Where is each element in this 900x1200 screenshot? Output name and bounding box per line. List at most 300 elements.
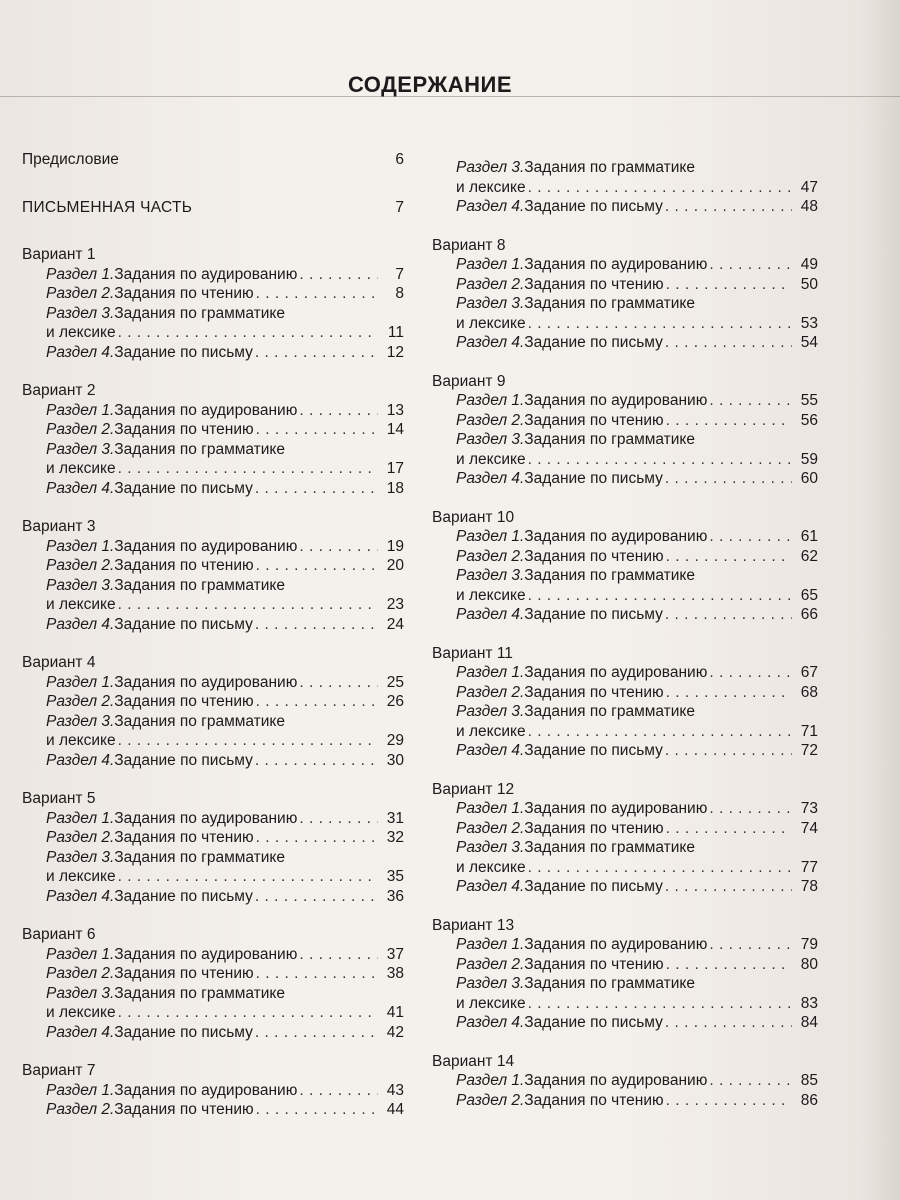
- page-number: 73: [800, 800, 818, 817]
- section-prefix: Раздел 3.: [46, 712, 115, 730]
- leader-dots: [255, 615, 378, 635]
- page-number: 85: [800, 1072, 818, 1089]
- page-number: 49: [800, 256, 818, 273]
- variant-heading[interactable]: [432, 916, 818, 936]
- section-label: Задания по аудированию: [524, 800, 708, 817]
- toc-entry[interactable]: [432, 430, 818, 450]
- toc-entry-continuation[interactable]: [22, 595, 404, 615]
- section-prefix: Раздел 4.: [46, 615, 115, 633]
- toc-entry[interactable]: [22, 343, 404, 363]
- toc-entry-continuation[interactable]: [22, 731, 404, 751]
- section-label: Задания по грамматике: [114, 984, 286, 1002]
- leader-dots: [299, 809, 378, 829]
- leader-dots: [118, 595, 378, 615]
- section-label: Задания по аудированию: [524, 664, 708, 681]
- leader-dots: [528, 722, 792, 742]
- page-number: 66: [800, 606, 818, 623]
- page-number: 56: [800, 411, 818, 429]
- toc-entry[interactable]: [432, 391, 818, 411]
- page-number: 37: [386, 945, 404, 963]
- page-number: 72: [800, 742, 818, 759]
- page-number: 35: [386, 868, 404, 885]
- section-prefix: Раздел 2.: [456, 819, 525, 837]
- section-prefix: Раздел 4.: [46, 751, 115, 769]
- leader-dots: [255, 479, 378, 499]
- variant-block: [22, 653, 404, 770]
- section-label: Задание по письму: [524, 606, 663, 623]
- variant-heading[interactable]: [22, 653, 404, 673]
- toc-entry[interactable]: [432, 197, 818, 217]
- toc-entry[interactable]: [432, 527, 818, 547]
- toc-entry[interactable]: [22, 887, 404, 907]
- toc-entry-continuation[interactable]: [432, 722, 818, 742]
- variant-heading[interactable]: [22, 925, 404, 945]
- section-prefix: Раздел 4.: [456, 606, 525, 623]
- section-prefix: Раздел 1.: [46, 1081, 115, 1099]
- toc-entry[interactable]: [22, 576, 404, 596]
- page-number: 12: [386, 343, 404, 361]
- variant-heading[interactable]: [22, 245, 404, 265]
- toc-entry-continuation[interactable]: [432, 450, 818, 470]
- page-number: 80: [800, 955, 818, 973]
- section-prefix: Раздел 1.: [456, 256, 525, 273]
- leader-dots: [666, 955, 792, 975]
- section-prefix: Раздел 1.: [456, 1072, 525, 1089]
- section-label: Задания по чтению: [114, 421, 254, 438]
- toc-entry[interactable]: [432, 1013, 818, 1033]
- toc-entry[interactable]: [22, 809, 404, 829]
- section-label-continuation: и лексике: [46, 596, 116, 613]
- page-number: 61: [800, 528, 818, 545]
- toc-entry-continuation[interactable]: [432, 178, 818, 198]
- toc-entry[interactable]: [22, 420, 404, 440]
- section-label: Задания по чтению: [524, 683, 664, 701]
- toc-entry[interactable]: [432, 469, 818, 489]
- toc-entry[interactable]: [22, 984, 404, 1004]
- leader-dots: [256, 964, 378, 984]
- section-label: Задания по аудированию: [524, 1072, 708, 1089]
- leader-dots: [666, 683, 792, 703]
- leader-dots: [665, 1013, 792, 1033]
- variant-heading[interactable]: [22, 1061, 404, 1081]
- leader-dots: [299, 945, 378, 965]
- section-prefix: Раздел 1.: [456, 800, 525, 817]
- toc-left-variants: [22, 245, 404, 1120]
- variant-title: Вариант 9: [432, 372, 506, 390]
- section-label: Задание по письму: [524, 1014, 663, 1031]
- section-prefix: Раздел 3.: [456, 295, 525, 312]
- section-prefix: Раздел 2.: [456, 547, 525, 565]
- toc-entry[interactable]: [22, 265, 404, 285]
- toc-entry[interactable]: [22, 1081, 404, 1101]
- toc-entry-continuation[interactable]: [22, 459, 404, 479]
- section-label: Задания по аудированию: [114, 1081, 298, 1099]
- toc-left-column: [22, 150, 404, 1120]
- leader-dots: [255, 887, 378, 907]
- toc-entry[interactable]: [22, 1023, 404, 1043]
- section-label: Задание по письму: [524, 742, 663, 759]
- toc-entry-label: Предисловие: [22, 151, 119, 168]
- page-number: 19: [386, 537, 404, 555]
- page-number: 47: [800, 178, 818, 196]
- variant-heading[interactable]: [432, 1052, 818, 1072]
- page-number: 8: [395, 285, 404, 302]
- section-label: Задания по грамматике: [524, 159, 696, 176]
- section-label: Задания по аудированию: [114, 809, 298, 827]
- section-label-continuation: и лексике: [456, 722, 526, 740]
- section-prefix: Раздел 1.: [456, 392, 525, 409]
- page-number: 32: [386, 829, 404, 846]
- section-label-continuation: и лексике: [46, 732, 116, 749]
- page-number: 60: [800, 470, 818, 487]
- section-label: Задания по грамматике: [524, 975, 696, 992]
- toc-right-variants: [432, 236, 818, 1111]
- section-label: Задания по чтению: [524, 547, 664, 565]
- section-prefix: Раздел 2.: [46, 1101, 115, 1118]
- variant-heading[interactable]: [432, 508, 818, 528]
- page-number: 14: [386, 421, 404, 438]
- page-number: 79: [800, 936, 818, 953]
- leader-dots: [666, 411, 792, 431]
- section-label: Задания по чтению: [524, 275, 664, 293]
- section-label: Задание по письму: [524, 878, 663, 895]
- section-prefix: Раздел 1.: [46, 945, 115, 963]
- section-prefix: Раздел 2.: [46, 285, 115, 302]
- toc-entry-continuation[interactable]: [432, 586, 818, 606]
- leader-dots: [528, 314, 792, 334]
- toc-entry-continuation[interactable]: [432, 314, 818, 334]
- page-number: 38: [386, 965, 404, 982]
- variant-block: [22, 517, 404, 634]
- toc-entry[interactable]: [432, 819, 818, 839]
- toc-entry[interactable]: [22, 556, 404, 576]
- section-prefix: Раздел 2.: [46, 557, 115, 574]
- toc-entry[interactable]: [22, 401, 404, 421]
- section-prefix: Раздел 2.: [46, 693, 115, 710]
- section-prefix: Раздел 4.: [456, 878, 525, 895]
- variant-block: [432, 916, 818, 1033]
- section-label-continuation: и лексике: [456, 858, 526, 876]
- leader-dots: [709, 663, 792, 683]
- toc-entry[interactable]: [432, 663, 818, 683]
- section-label: Задания по чтению: [114, 557, 254, 574]
- section-prefix: Раздел 4.: [456, 198, 525, 215]
- toc-entry[interactable]: [432, 275, 818, 295]
- page-number: 65: [800, 586, 818, 604]
- section-label: Задания по аудированию: [524, 936, 708, 953]
- page-number: 55: [800, 392, 818, 409]
- section-prefix: Раздел 1.: [456, 528, 525, 545]
- section-label: Задание по письму: [114, 615, 253, 633]
- page-number: 59: [800, 450, 818, 468]
- leader-dots: [299, 265, 378, 285]
- leader-dots: [256, 692, 378, 712]
- toc-entry[interactable]: [432, 411, 818, 431]
- leader-dots: [665, 605, 792, 625]
- toc-entry[interactable]: [22, 284, 404, 304]
- toc-entry[interactable]: [432, 255, 818, 275]
- section-label: Задания по аудированию: [114, 401, 298, 419]
- leader-dots: [255, 343, 378, 363]
- section-label: Задание по письму: [114, 479, 253, 497]
- page-number: 77: [800, 858, 818, 876]
- toc-entry[interactable]: [432, 1091, 818, 1111]
- variant-block: [22, 381, 404, 498]
- toc-entry[interactable]: [22, 945, 404, 965]
- page-number: 23: [386, 596, 404, 613]
- section-prefix: Раздел 3.: [456, 839, 525, 856]
- page-number: 36: [386, 887, 404, 905]
- section-prefix: Раздел 3.: [456, 703, 525, 720]
- page-number: 13: [386, 401, 404, 419]
- section-prefix: Раздел 2.: [46, 965, 115, 982]
- variant-heading[interactable]: [22, 789, 404, 809]
- leader-dots: [666, 275, 792, 295]
- page-number: 44: [386, 1101, 404, 1118]
- section-label-continuation: и лексике: [456, 178, 526, 196]
- toc-entry-page: 6: [395, 151, 404, 168]
- page-number: 18: [386, 479, 404, 497]
- toc-entry-label: ПИСЬМЕННАЯ ЧАСТЬ: [22, 198, 193, 216]
- page-number: 7: [395, 265, 404, 283]
- section-label: Задание по письму: [114, 887, 253, 905]
- leader-dots: [256, 284, 378, 304]
- toc-entry-continuation[interactable]: [432, 858, 818, 878]
- page-number: 42: [386, 1023, 404, 1041]
- toc-entry[interactable]: [432, 605, 818, 625]
- page-number: 67: [800, 664, 818, 681]
- variant-title: Вариант 2: [22, 382, 96, 399]
- page-number: 53: [800, 314, 818, 332]
- toc-entry[interactable]: [22, 712, 404, 732]
- section-label: Задания по чтению: [114, 285, 254, 302]
- section-label: Задания по чтению: [114, 965, 254, 982]
- toc-entry[interactable]: [432, 702, 818, 722]
- page-number: 41: [386, 1004, 404, 1021]
- section-label: Задания по грамматике: [524, 839, 696, 856]
- leader-dots: [665, 469, 792, 489]
- toc-entry[interactable]: [432, 547, 818, 567]
- variant-heading[interactable]: [432, 644, 818, 664]
- page-number: 84: [800, 1014, 818, 1031]
- toc-entry[interactable]: [432, 294, 818, 314]
- leader-dots: [665, 333, 792, 353]
- page-title: СОДЕРЖАНИЕ: [347, 72, 513, 97]
- toc-entry[interactable]: [22, 828, 404, 848]
- section-label: Задания по грамматике: [524, 703, 696, 720]
- leader-dots: [118, 459, 378, 479]
- toc-entry[interactable]: [22, 537, 404, 557]
- section-label-continuation: и лексике: [456, 314, 526, 332]
- leader-dots: [255, 751, 378, 771]
- page-fold-shadow: [860, 0, 900, 1200]
- leader-dots: [709, 1071, 792, 1091]
- page-number: 26: [386, 693, 404, 710]
- leader-dots: [709, 935, 792, 955]
- leader-dots: [528, 858, 792, 878]
- variant-heading[interactable]: [22, 517, 404, 537]
- section-prefix: Раздел 4.: [456, 334, 525, 351]
- section-prefix: Раздел 3.: [456, 975, 525, 992]
- section-prefix: Раздел 4.: [456, 470, 525, 487]
- toc-entry[interactable]: [22, 304, 404, 324]
- section-prefix: Раздел 4.: [46, 343, 115, 361]
- toc-entry[interactable]: [432, 838, 818, 858]
- toc-entry[interactable]: [22, 440, 404, 460]
- leader-dots: [709, 391, 792, 411]
- leader-dots: [528, 178, 792, 198]
- toc-entry-continuation[interactable]: [22, 323, 404, 343]
- leader-dots: [255, 1023, 378, 1043]
- section-prefix: Раздел 3.: [46, 984, 115, 1002]
- leader-dots: [528, 450, 792, 470]
- section-label: Задания по аудированию: [114, 537, 298, 555]
- toc-entry[interactable]: [22, 615, 404, 635]
- toc-entry[interactable]: [432, 566, 818, 586]
- section-prefix: Раздел 3.: [456, 431, 525, 448]
- section-label: Задание по письму: [524, 470, 663, 487]
- toc-entry[interactable]: [432, 877, 818, 897]
- variant-block: [22, 245, 404, 362]
- section-prefix: Раздел 2.: [456, 955, 525, 973]
- variant-title: Вариант 10: [432, 508, 515, 526]
- section-label: Задания по аудированию: [114, 945, 298, 963]
- section-label-continuation: и лексике: [46, 324, 116, 341]
- section-prefix: Раздел 4.: [46, 887, 115, 905]
- page-number: 20: [386, 557, 404, 574]
- variant-block: [22, 789, 404, 906]
- leader-dots: [528, 994, 792, 1014]
- leader-dots: [666, 819, 792, 839]
- page-number: 31: [386, 809, 404, 827]
- section-label: Задания по грамматике: [114, 848, 286, 866]
- section-prefix: Раздел 1.: [46, 673, 115, 691]
- leader-dots: [299, 537, 378, 557]
- section-label-continuation: и лексике: [456, 586, 526, 604]
- section-label: Задание по письму: [524, 198, 663, 215]
- section-prefix: Раздел 3.: [46, 848, 115, 866]
- toc-entry-continuation[interactable]: [432, 994, 818, 1014]
- toc-entry[interactable]: [22, 751, 404, 771]
- variant-block: [432, 508, 818, 625]
- section-prefix: Раздел 1.: [456, 936, 525, 953]
- section-label: Задания по аудированию: [524, 256, 708, 273]
- leader-dots: [665, 741, 792, 761]
- toc-entry[interactable]: [432, 955, 818, 975]
- section-label-continuation: и лексике: [46, 460, 116, 477]
- section-label: Задания по чтению: [524, 411, 664, 429]
- section-prefix: Раздел 1.: [46, 537, 115, 555]
- variant-title: Вариант 13: [432, 916, 515, 934]
- section-prefix: Раздел 3.: [456, 567, 525, 584]
- leader-dots: [299, 1081, 378, 1101]
- leader-dots: [299, 673, 378, 693]
- page-number: 50: [800, 275, 818, 293]
- section-label: Задания по грамматике: [114, 440, 286, 458]
- leader-dots: [709, 255, 792, 275]
- section-label: Задания по чтению: [114, 1101, 254, 1118]
- section-prefix: Раздел 3.: [46, 576, 115, 594]
- toc-entry[interactable]: [22, 479, 404, 499]
- variant-title: Вариант 7: [22, 1062, 96, 1079]
- toc-entry-written-part[interactable]: [22, 198, 404, 218]
- toc-entry[interactable]: [22, 848, 404, 868]
- toc-entry[interactable]: [432, 799, 818, 819]
- section-prefix: Раздел 2.: [456, 1091, 525, 1109]
- toc-entry[interactable]: [22, 1100, 404, 1120]
- variant-heading[interactable]: [432, 372, 818, 392]
- section-label: Задания по чтению: [524, 819, 664, 837]
- variant-title: Вариант 5: [22, 790, 96, 807]
- leader-dots: [118, 323, 378, 343]
- page-number: 62: [800, 547, 818, 565]
- toc-entry[interactable]: [432, 683, 818, 703]
- toc-entry-preface[interactable]: [22, 150, 404, 170]
- leader-dots: [528, 586, 792, 606]
- variant-title: Вариант 3: [22, 518, 96, 535]
- section-label: Задания по чтению: [114, 693, 254, 710]
- leader-dots: [118, 867, 378, 887]
- section-label: Задания по аудированию: [114, 265, 298, 283]
- toc-entry[interactable]: [432, 333, 818, 353]
- toc-entry[interactable]: [22, 692, 404, 712]
- toc-entry[interactable]: [22, 964, 404, 984]
- section-prefix: Раздел 1.: [46, 401, 115, 419]
- toc-entry[interactable]: [22, 673, 404, 693]
- variant-block: [432, 236, 818, 353]
- leader-dots: [256, 556, 378, 576]
- toc-right-column: [432, 158, 818, 1110]
- toc-entry[interactable]: [432, 935, 818, 955]
- section-prefix: Раздел 1.: [46, 265, 115, 283]
- section-prefix: Раздел 2.: [46, 421, 115, 438]
- leader-dots: [256, 828, 378, 848]
- section-label: Задание по письму: [114, 1023, 253, 1041]
- toc-entry-page: 7: [395, 198, 404, 216]
- toc-entry[interactable]: [432, 1071, 818, 1091]
- leader-dots: [256, 1100, 378, 1120]
- section-label: Задания по грамматике: [524, 431, 696, 448]
- toc-entry-continuation[interactable]: [22, 1003, 404, 1023]
- page-number: 24: [386, 615, 404, 633]
- variant-heading[interactable]: [22, 381, 404, 401]
- variant-heading[interactable]: [432, 780, 818, 800]
- variant-title: Вариант 1: [22, 246, 96, 263]
- section-label: Задание по письму: [114, 343, 253, 361]
- variant-block: [22, 1061, 404, 1120]
- toc-entry[interactable]: [432, 158, 818, 178]
- toc-entry[interactable]: [432, 974, 818, 994]
- section-prefix: Раздел 2.: [456, 683, 525, 701]
- section-label-continuation: и лексике: [46, 868, 116, 885]
- variant-title: Вариант 12: [432, 780, 515, 798]
- page-number: 17: [386, 460, 404, 477]
- variant-heading[interactable]: [432, 236, 818, 256]
- leader-dots: [118, 731, 378, 751]
- section-label: Задания по чтению: [524, 955, 664, 973]
- toc-entry[interactable]: [432, 741, 818, 761]
- section-prefix: Раздел 4.: [456, 742, 525, 759]
- leader-dots: [666, 1091, 792, 1111]
- variant-title: Вариант 4: [22, 654, 96, 671]
- page-number: 54: [800, 334, 818, 351]
- page-number: 83: [800, 994, 818, 1012]
- page-number: 48: [800, 198, 818, 215]
- leader-dots: [709, 799, 792, 819]
- variant-title: Вариант 8: [432, 236, 506, 254]
- leader-dots: [709, 527, 792, 547]
- toc-entry-continuation[interactable]: [22, 867, 404, 887]
